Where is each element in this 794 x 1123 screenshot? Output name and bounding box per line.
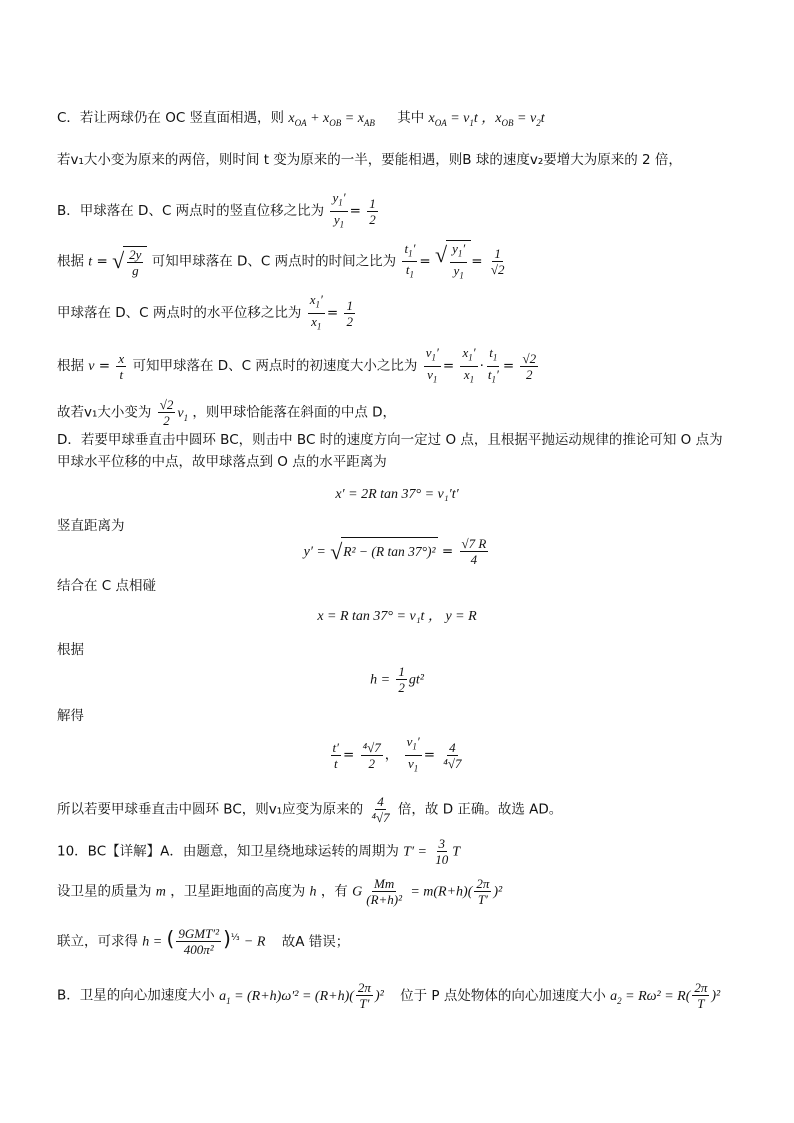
text-line: 根据 [57, 642, 84, 658]
equation: $x_{OA} + x_{OB} = x_{AB}$ [288, 111, 375, 128]
option-b-line: B．甲球落在 D、C 两点时的竖直位移之比为 $\frac{y_1'}{y_1}$ = $\frac{1}{2}$ [57, 190, 754, 232]
text-line: 结合在 C 点相碰 [57, 578, 157, 594]
text-line: 根据 t = √ $\frac{2y}{g}$ 可知甲球落在 D、C 两点时的时间之比为 $\frac{t_1'}{t_1}$ = √ $\frac{y_1'}{y_1}$ = $\frac{1}{√2}$ [57, 240, 754, 283]
text-line: 若v₁大小变为原来的两倍，则时间 t 变为原来的一半，要能相遇，则B 球的速度v₂要增大为原来的 2 倍， [57, 152, 682, 168]
equation: $x_{OA} = v_1t$ ，$x_{OB} = v_2t$ [428, 111, 545, 128]
option-b-line: B．卫星的向心加速度大小 $a_1 = (R+h)\omega'^2 = (R+h)$( $\frac{2\pi}{T'}$ )² 位于 P 点处物体的向心加速度大小 $a_2 = R\omega^2 = R$( $\frac{2\pi}{T}$ )² [57, 980, 721, 1011]
text-line: 故若v₁大小变为 $\frac{√2}{2}$ $v_1$ ，则甲球恰能落在斜面的中点 D， [57, 397, 397, 428]
equation: h = $\frac{1}{2}$ gt² [370, 664, 424, 695]
question-10-line: 10．BC【详解】A．由题意，知卫星绕地球运转的周期为 T′ = $\frac{3}{10}$ T [57, 836, 461, 867]
fraction: $\frac{y_1'}{y_1}$ [332, 190, 346, 230]
text-line: 根据 v = $\frac{x}{t}$ 可知甲球落在 D、C 两点时的初速度大小之比为 $\frac{v_1'}{v_1}$ = $\frac{x_1'}{x_1}$ · $\frac{t_1}{t_1'}$ = $\frac{√2}{2}$ [57, 345, 537, 385]
text-line: 解得 [57, 708, 84, 724]
equation: $\frac{t'}{t}$ = $\frac{\text{⁴√7}}{2}$ ， $\frac{v_1'}{v_1}$ = $\frac{4}{\text{⁴√7}}$ [332, 734, 462, 774]
equation: x′ = 2R tan 37° = v₁′t′ [335, 487, 459, 502]
text-line: 甲球水平位移的中点，故甲球落点到 O 点的水平距离为 [57, 454, 387, 470]
option-d-line: D．若要甲球垂直击中圆环 BC，则击中 BC 时的速度方向一定过 O 点，且根据平抛运动规律的推论可知 O 点为 [57, 432, 723, 448]
text-line: 所以若要甲球垂直击中圆环 BC，则v₁应变为原来的 $\frac{4}{\text{⁴√7}}$ 倍，故 D 正确。故选 AD。 [57, 794, 563, 825]
text-line: 设卫星的质量为 m ，卫星距地面的高度为 h ，有 G $\frac{Mm}{\text{(R+h)²}}$ = m(R+h)( $\frac{2\pi}{T'}$ )² [57, 876, 503, 907]
equation: y′ = √ R² − (R tan 37°)² = $\frac{√7 R}{4}$ [303, 536, 487, 567]
text-line: 联立，可求得 h = ( $\frac{\text{9GMT′²}}{\text{400π²}}$ )$^{\frac{1}{3}}$ − R 故A 错误； [57, 926, 350, 957]
text-line: 甲球落在 D、C 两点时的水平位移之比为 $\frac{x_1'}{x_1}$ = $\frac{1}{2}$ [57, 292, 353, 332]
equation: x = R tan 37° = v₁t ， y = R [317, 609, 477, 624]
option-c-line: C．若让两球仍在 OC 竖直面相遇，则 $x_{OA} + x_{OB} = x_{AB}$ 其中 $x_{OA} = v_1t$ ，$x_{OB} = v_2t$ [57, 110, 545, 128]
fraction: $\frac{1}{2}$ [369, 195, 376, 227]
sqrt-expr: √ $\frac{2y}{g}$ [112, 246, 147, 278]
text-line: 竖直距离为 [57, 518, 125, 534]
